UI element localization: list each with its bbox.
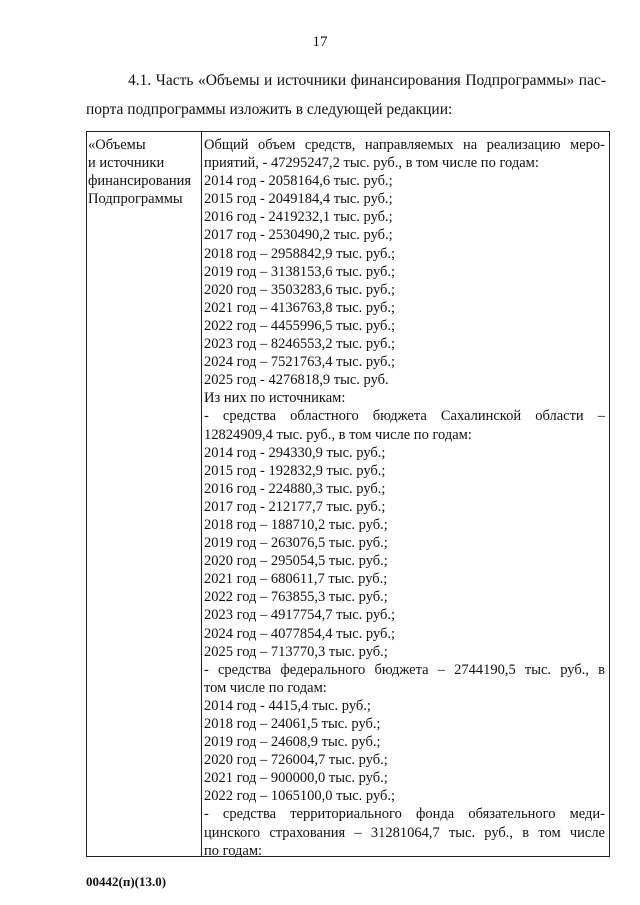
- label-line: финансирования: [88, 173, 192, 189]
- intro-line-1: 4.1. Часть «Объемы и источники финансирования Подпрограммы» пас-: [128, 72, 606, 89]
- content-line: 2014 год - 4415,4 тыс. руб.;: [204, 697, 371, 714]
- content-line: 2018 год – 188710,2 тыс. руб.;: [204, 516, 388, 533]
- content-line: - средства областного бюджета Сахалинской области –: [204, 408, 605, 425]
- content-line: 2022 год – 4455996,5 тыс. руб.;: [204, 317, 396, 334]
- content-line: 2023 год – 8246553,2 тыс. руб.;: [204, 336, 396, 353]
- document-code: 00442(п)(13.0): [86, 874, 167, 889]
- content-line: 2021 год – 900000,0 тыс. руб.;: [204, 770, 388, 787]
- funding-table: [86, 131, 610, 857]
- content-line: 2014 год - 2058164,6 тыс. руб.;: [204, 173, 393, 190]
- content-line: 2015 год - 2049184,4 тыс. руб.;: [204, 191, 393, 208]
- content-line: том числе по годам:: [204, 679, 327, 696]
- content-line: 2017 год - 2530490,2 тыс. руб.;: [204, 227, 393, 244]
- content-line: 2024 год – 7521763,4 тыс. руб.;: [204, 354, 396, 371]
- content-line: Общий объем средств, направляемых на реализацию меро-: [204, 137, 605, 153]
- content-line: 2014 год - 294330,9 тыс. руб.;: [204, 444, 386, 461]
- content-line: 2020 год – 295054,5 тыс. руб.;: [204, 553, 388, 570]
- content-line: 2016 год - 224880,3 тыс. руб.;: [204, 480, 386, 497]
- content-line: 2022 год – 763855,3 тыс. руб.;: [204, 589, 388, 606]
- content-line: Из них по источникам:: [204, 390, 346, 407]
- label-line: и источники: [88, 155, 165, 171]
- content-line: 2025 год – 713770,3 тыс. руб.;: [204, 643, 388, 660]
- content-line: 2021 год – 680611,7 тыс. руб.;: [204, 571, 388, 588]
- content-line: по годам:: [204, 842, 263, 859]
- content-line: 2025 год - 4276818,9 тыс. руб.: [204, 372, 389, 389]
- table-label-cell: [87, 132, 202, 856]
- label-line: Подпрограммы: [88, 191, 183, 207]
- content-line: 2015 год - 192832,9 тыс. руб.;: [204, 462, 386, 479]
- content-line: 2019 год – 3138153,6 тыс. руб.;: [204, 263, 396, 280]
- label-line: «Объемы: [88, 137, 146, 153]
- content-line: 2018 год – 2958842,9 тыс. руб.;: [204, 245, 396, 262]
- content-line: 2018 год – 24061,5 тыс. руб.;: [204, 716, 381, 732]
- content-line: 2017 год - 212177,7 тыс. руб.;: [204, 498, 386, 515]
- table-content-cell: [202, 132, 609, 859]
- content-line: - средства территориального фонда обязательного меди-: [204, 806, 605, 823]
- content-line: 2020 год – 726004,7 тыс. руб.;: [204, 752, 388, 769]
- content-line: 2019 год – 24608,9 тыс. руб.;: [204, 734, 381, 751]
- content-line: 12824909,4 тыс. руб., в том числе по годам:: [204, 426, 472, 443]
- content-line: цинского страхования – 31281064,7 тыс. руб., в том числе: [204, 824, 605, 841]
- page-number: 17: [312, 34, 328, 50]
- content-line: 2024 год – 4077854,4 тыс. руб.;: [204, 625, 396, 642]
- content-line: 2022 год – 1065100,0 тыс. руб.;: [204, 788, 396, 805]
- intro-line-2: порта подпрограммы изложить в следующей редакции:: [86, 101, 453, 118]
- content-line: приятий, - 47295247,2 тыс. руб., в том числе по годам:: [204, 155, 539, 172]
- content-line: 2020 год – 3503283,6 тыс. руб.;: [204, 281, 396, 298]
- content-line: 2023 год – 4917754,7 тыс. руб.;: [204, 607, 396, 624]
- content-line: - средства федерального бюджета – 2744190,5 тыс. руб., в: [204, 661, 605, 678]
- content-line: 2016 год - 2419232,1 тыс. руб.;: [204, 209, 393, 226]
- content-line: 2021 год – 4136763,8 тыс. руб.;: [204, 299, 396, 316]
- intro-paragraph: [86, 66, 606, 124]
- content-line: 2019 год – 263076,5 тыс. руб.;: [204, 535, 388, 552]
